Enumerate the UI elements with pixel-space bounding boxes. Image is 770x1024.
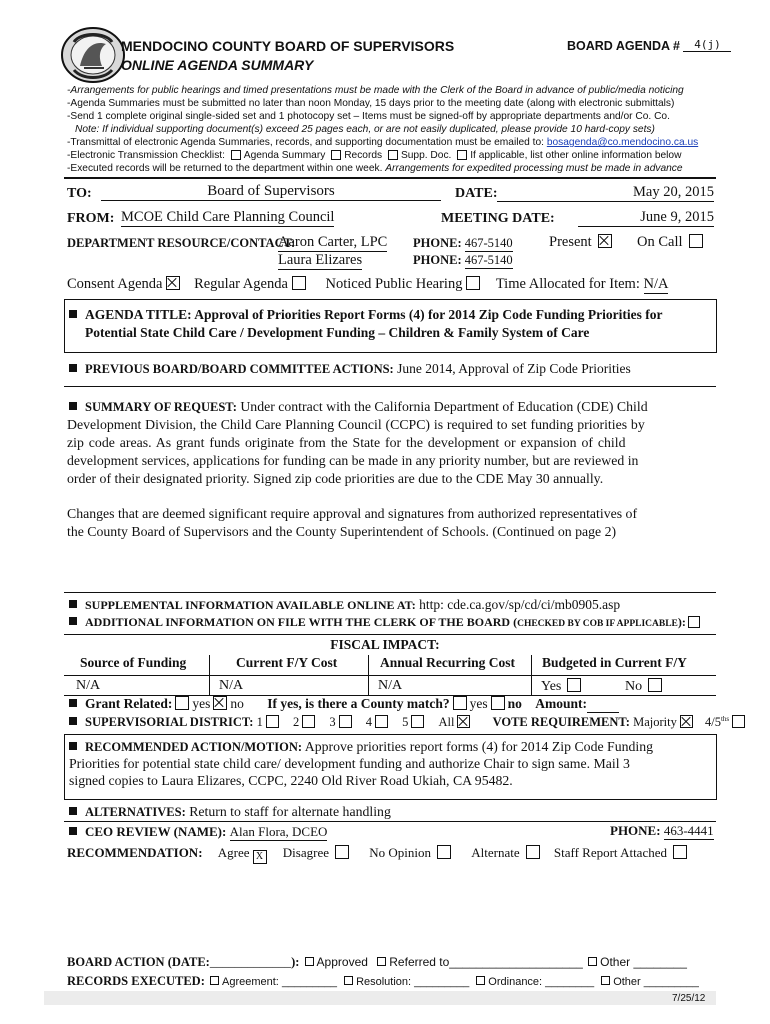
email-link[interactable]: bosagenda@co.mendocino.ca.us xyxy=(546,137,699,148)
fiscal-top-border xyxy=(64,634,716,635)
majority-checkbox[interactable] xyxy=(680,715,693,728)
recommended-line-2: Priorities for potential state child care/ development funding and authorize Chair to sign same. Mail 3 xyxy=(69,756,630,771)
form-title: MENDOCINO COUNTY BOARD OF SUPERVISORS xyxy=(121,38,455,54)
contact-name-1[interactable]: Aaron Carter, LPC xyxy=(278,234,388,250)
agree-checkbox[interactable]: X xyxy=(253,850,267,864)
fiscal-col-divider-3 xyxy=(531,655,532,696)
footer-date: 7/25/12 xyxy=(672,993,706,1004)
footer-bar xyxy=(44,991,716,1005)
agenda-title-line-1: AGENDA TITLE: Approval of Priorities Report Forms (4) for 2014 Zip Code Funding Priorities for xyxy=(69,307,663,323)
date-value[interactable]: May 20, 2015 xyxy=(497,184,714,202)
to-value[interactable]: Board of Supervisors xyxy=(101,183,441,201)
disagree-checkbox[interactable] xyxy=(335,845,349,859)
match-yes-checkbox[interactable] xyxy=(453,696,467,710)
noticed-hearing-checkbox[interactable] xyxy=(466,276,480,290)
grant-related-row: Grant Related: yes no If yes, is there a County match? yes no Amount: xyxy=(69,696,619,713)
divider-previous xyxy=(64,386,716,387)
county-seal-logo xyxy=(60,26,126,84)
dept-contact-label: DEPARTMENT RESOURCE/CONTACT: xyxy=(67,236,296,250)
additional-info: ADDITIONAL INFORMATION ON FILE WITH THE CLERK OF THE BOARD (CHECKED BY COB IF APPLICABLE): xyxy=(69,615,703,630)
board-other-checkbox[interactable] xyxy=(588,957,597,966)
four-fifths-checkbox[interactable] xyxy=(732,715,745,728)
approved-checkbox[interactable] xyxy=(305,957,314,966)
fiscal-header-annual: Annual Recurring Cost xyxy=(380,655,516,670)
checkbox-agenda-summary[interactable] xyxy=(231,150,241,160)
fiscal-header-source: Source of Funding xyxy=(80,655,187,670)
match-no-checkbox[interactable] xyxy=(491,696,505,710)
supplemental-url[interactable]: http: cde.ca.gov/sp/cd/ci/mb0905.asp xyxy=(419,597,621,612)
note-line-2: -Agenda Summaries must be submitted no later than noon Monday, 15 days prior to the meeting date (along with electronic submittals) xyxy=(67,98,675,109)
additional-info-checkbox[interactable] xyxy=(688,616,700,628)
budgeted-no-checkbox[interactable] xyxy=(648,678,662,692)
summary-line-5: order of their designated priority. Signed zip code priorities are due to the CDE May 30 annually. xyxy=(67,471,604,486)
note-line-3: -Send 1 complete original single-sided set and 1 photocopy set – Items must be signed-off by appropriate departments and/or Co. Co. xyxy=(67,111,670,122)
note-line-5: -Transmittal of electronic Agenda Summaries, records, and supporting documentation must be emailed to: bosagenda@co.mendocino.ca.us xyxy=(67,137,699,148)
fiscal-col-divider-2 xyxy=(368,655,369,696)
district-all-checkbox[interactable] xyxy=(457,715,470,728)
referred-checkbox[interactable] xyxy=(377,957,386,966)
records-other-checkbox[interactable] xyxy=(601,976,610,985)
note-line-1: -Arrangements for public hearings and timed presentations must be made with the Clerk of the Board in advance of public/media noticing xyxy=(67,85,684,96)
fiscal-header-current: Current F/Y Cost xyxy=(236,655,338,670)
fiscal-impact-title: FISCAL IMPACT: xyxy=(330,637,440,652)
present-checkbox[interactable] xyxy=(598,234,612,248)
ceo-review-row: CEO REVIEW (NAME): Alan Flora, DCEO xyxy=(69,824,327,841)
fiscal-header-border xyxy=(64,675,716,676)
from-value[interactable]: MCOE Child Care Planning Council xyxy=(121,209,335,225)
agenda-type-row: Consent Agenda Regular Agenda Noticed Public Hearing Time Allocated for Item: N/A xyxy=(67,276,669,292)
note-line-4: Note: If individual supporting document(s) exceed 25 pages each, or are not easily duplicated, please provide 10 hard-copy sets) xyxy=(75,124,655,135)
district-2-checkbox[interactable] xyxy=(302,715,315,728)
time-allocated-value[interactable]: N/A xyxy=(643,276,669,292)
ceo-review-name[interactable]: Alan Flora, DCEO xyxy=(229,824,328,839)
summary-line-1: SUMMARY OF REQUEST: Under contract with the California Department of Education (CDE) Child xyxy=(69,399,648,415)
previous-actions: PREVIOUS BOARD/BOARD COMMITTEE ACTIONS: June 2014, Approval of Zip Code Priorities xyxy=(69,361,631,377)
agreement-checkbox[interactable] xyxy=(210,976,219,985)
oncall-checkbox[interactable] xyxy=(689,234,703,248)
amount-field[interactable] xyxy=(587,696,619,713)
divider-supplemental xyxy=(64,592,716,593)
to-label: TO: xyxy=(67,186,92,201)
consent-agenda-checkbox[interactable] xyxy=(166,276,180,290)
recommended-line-1: RECOMMENDED ACTION/MOTION: Approve priorities report forms (4) for 2014 Zip Code Funding xyxy=(69,739,653,755)
meeting-date-value[interactable]: June 9, 2015 xyxy=(578,209,714,227)
alternate-checkbox[interactable] xyxy=(526,845,540,859)
summary-line-4: development services, applications for funding can be made in any priority number, but are reviewed in xyxy=(67,453,639,468)
ordinance-checkbox[interactable] xyxy=(476,976,485,985)
fiscal-header-budgeted: Budgeted in Current F/Y xyxy=(542,655,687,670)
note-line-6: -Electronic Transmission Checklist: Agenda Summary Records Supp. Doc. If applicable, list other online information below xyxy=(67,150,682,161)
district-row: SUPERVISORIAL DISTRICT: 1 2 3 4 5 All VOTE REQUIREMENT: Majority $4/5^{ths}$ xyxy=(69,715,748,730)
district-4-checkbox[interactable] xyxy=(375,715,388,728)
recommended-line-3: signed copies to Laura Elizares, CCPC, 2240 Old River Road Ukiah, CA 95482. xyxy=(69,773,513,788)
ceo-phone: PHONE: 463-4441 xyxy=(610,823,714,838)
checkbox-other-online[interactable] xyxy=(457,150,467,160)
fiscal-col-divider-1 xyxy=(209,655,210,696)
contact-name-2[interactable]: Laura Elizares xyxy=(278,252,363,268)
district-1-checkbox[interactable] xyxy=(266,715,279,728)
present-option: Present xyxy=(549,234,615,251)
agenda-title-line-2: Potential State Child Care / Development Funding – Children & Family System of Care xyxy=(85,325,590,340)
header-divider xyxy=(64,177,716,179)
board-action-row: BOARD ACTION (DATE:_____________): Approved Referred to____________________ Other ________ xyxy=(67,955,687,969)
agenda-number-value: 4(j) xyxy=(683,38,731,52)
district-5-checkbox[interactable] xyxy=(411,715,424,728)
district-3-checkbox[interactable] xyxy=(339,715,352,728)
regular-agenda-checkbox[interactable] xyxy=(292,276,306,290)
summary-line-3: zip code areas. As grant funds originate from the State for the development or expansion of child xyxy=(67,435,626,450)
agenda-number-label: BOARD AGENDA # 4(j) xyxy=(567,38,731,53)
budgeted-yes: Yes xyxy=(541,678,584,695)
date-label: DATE: xyxy=(455,186,498,201)
summary-line-2: Development Division, the Child Care Planning Council (CCPC) is required to set funding priorities by xyxy=(67,417,645,432)
form-subtitle: ONLINE AGENDA SUMMARY xyxy=(121,57,314,73)
recommendation-row: RECOMMENDATION: Agree X Disagree No Opinion Alternate Staff Report Attached xyxy=(67,845,690,864)
fiscal-annual-value[interactable]: N/A xyxy=(378,678,403,693)
staff-report-checkbox[interactable] xyxy=(673,845,687,859)
oncall-option: On Call xyxy=(637,234,706,251)
meeting-date-label: MEETING DATE: xyxy=(441,211,555,226)
fiscal-source-value[interactable]: N/A xyxy=(76,678,101,693)
alternatives-row: ALTERNATIVES: Return to staff for alternate handling xyxy=(69,804,391,820)
no-opinion-checkbox[interactable] xyxy=(437,845,451,859)
note-line-7: -Executed records will be returned to the department within one week. Arrangements for expedited processing must be made in advance xyxy=(67,163,683,174)
divider-alternatives xyxy=(64,821,716,822)
grant-yes-checkbox[interactable] xyxy=(175,696,189,710)
from-label: FROM: xyxy=(67,211,115,226)
checkbox-records[interactable] xyxy=(331,150,341,160)
grant-no-checkbox[interactable] xyxy=(213,696,227,710)
budgeted-no: No xyxy=(625,678,665,695)
supplemental-info: SUPPLEMENTAL INFORMATION AVAILABLE ONLINE AT: http: cde.ca.gov/sp/cd/ci/mb0905.asp xyxy=(69,597,620,613)
summary-para2-line-2: the County Board of Supervisors and the County Superintendent of Schools. (Continued on page 2) xyxy=(67,524,617,539)
summary-para2-line-1: Changes that are deemed significant require approval and signatures from authorized representatives of xyxy=(67,506,638,521)
records-executed-row: RECORDS EXECUTED: Agreement: _________ Resolution: _________ Ordinance: ________ Other _________ xyxy=(67,974,699,988)
fiscal-current-value[interactable]: N/A xyxy=(219,678,244,693)
contact-phone-1: PHONE: 467-5140 xyxy=(413,236,513,250)
checkbox-supp-doc[interactable] xyxy=(388,150,398,160)
budgeted-yes-checkbox[interactable] xyxy=(567,678,581,692)
contact-phone-2: PHONE: 467-5140 xyxy=(413,253,513,267)
resolution-checkbox[interactable] xyxy=(344,976,353,985)
